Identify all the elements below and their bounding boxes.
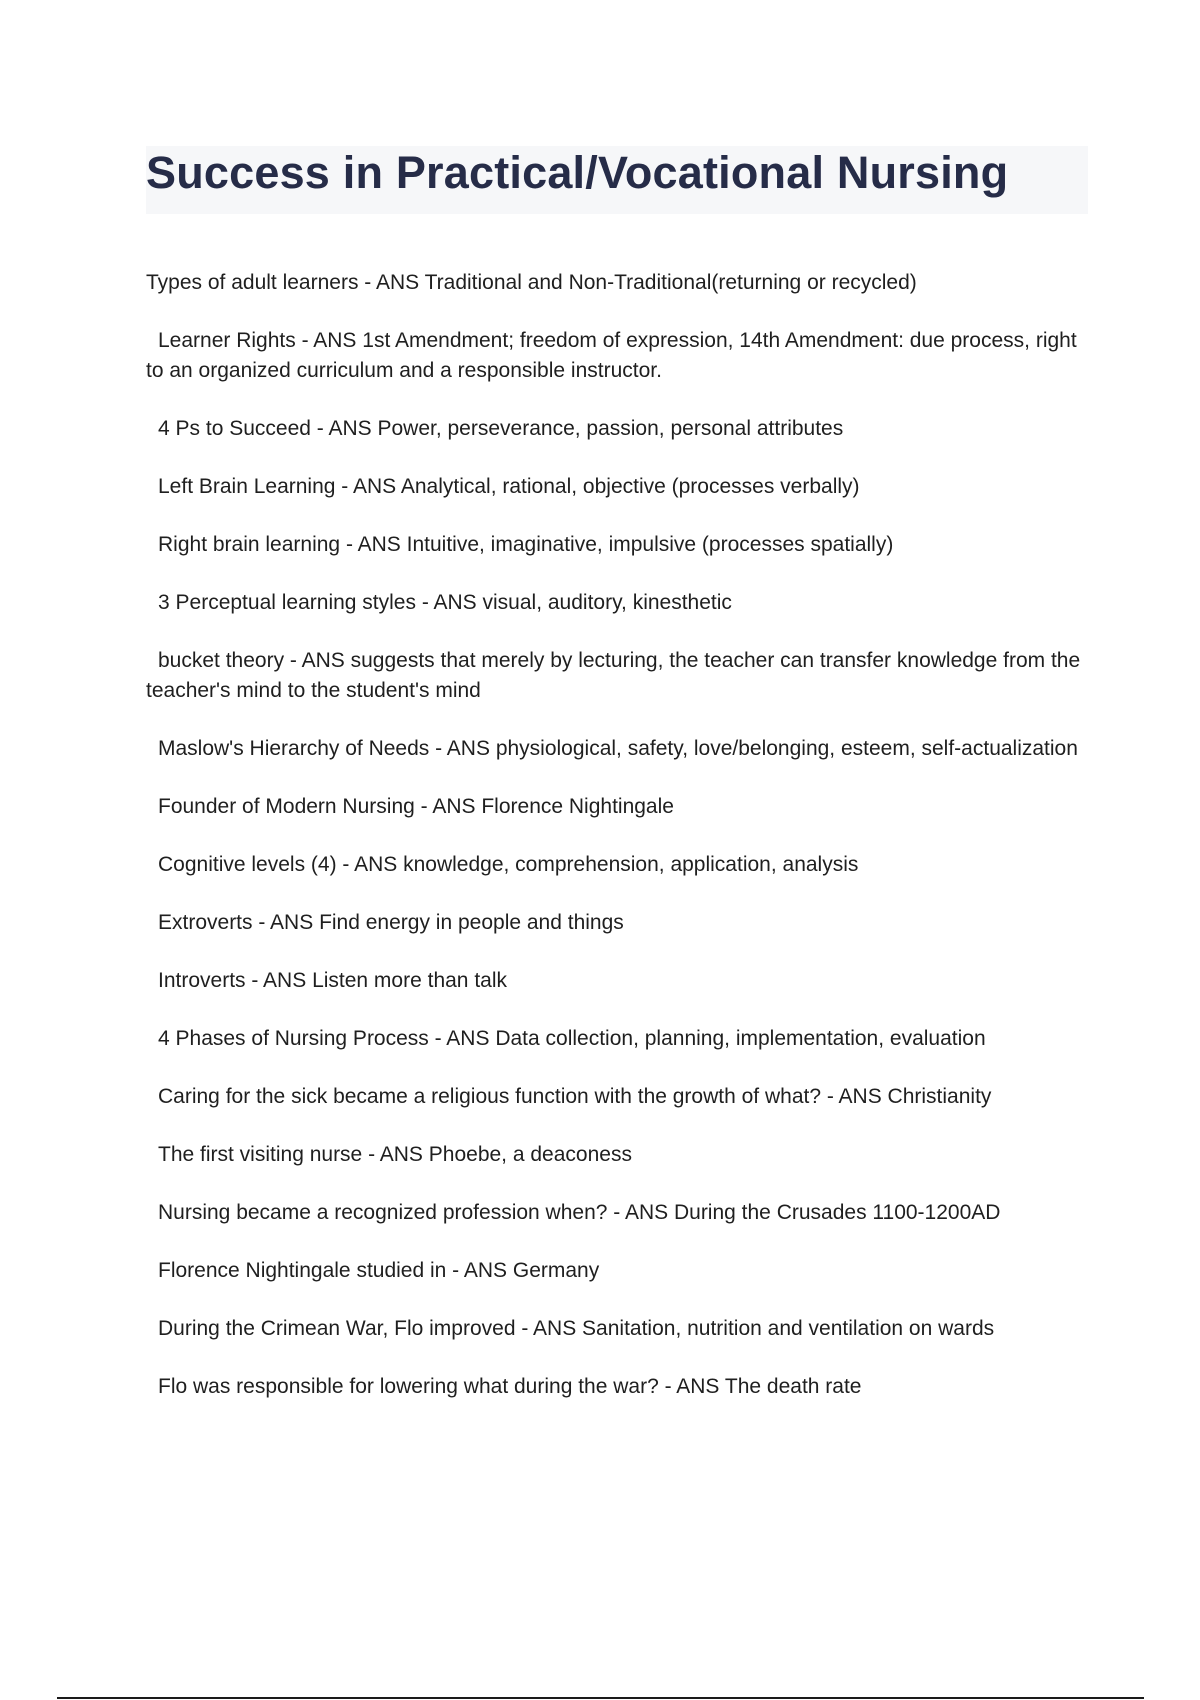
footer-divider	[57, 1697, 1144, 1699]
qa-separator: - ANS	[336, 853, 404, 876]
qa-item	[146, 1198, 1096, 1228]
qa-question: Cognitive levels (4)	[158, 853, 337, 876]
qa-separator: - ANS	[358, 271, 425, 294]
qa-answer: Data collection, planning, implementation, evaluation	[495, 1027, 986, 1050]
qa-answer: Analytical, rational, objective (processes verbally)	[400, 475, 860, 498]
qa-separator: - ANS	[607, 1201, 674, 1224]
qa-question: Right brain learning	[158, 533, 341, 556]
qa-answer: 1st Amendment; freedom of expression, 14th Amendment: due process, right to an organized curriculum and a responsible instructor.	[146, 329, 1077, 382]
qa-item	[146, 1314, 1096, 1344]
qa-answer: Listen more than talk	[312, 969, 507, 992]
qa-separator: - ANS	[446, 1259, 513, 1282]
qa-question: Caring for the sick became a religious function with the growth of what?	[158, 1085, 822, 1108]
qa-separator: - ANS	[310, 417, 378, 440]
qa-separator: - ANS	[340, 533, 407, 556]
qa-separator: - ANS	[252, 911, 320, 934]
qa-answer: physiological, safety, love/belonging, esteem, self-actualization	[495, 737, 1078, 760]
qa-question: Maslow's Hierarchy of Needs	[158, 737, 430, 760]
qa-item	[146, 414, 1096, 444]
qa-answer: Phoebe, a deaconess	[428, 1143, 632, 1166]
qa-separator: - ANS	[429, 737, 496, 760]
qa-separator: - ANS	[335, 475, 401, 498]
qa-question: The first visiting nurse	[158, 1143, 363, 1166]
qa-item	[146, 1024, 1096, 1054]
qa-item	[146, 1256, 1096, 1286]
qa-item	[146, 908, 1096, 938]
qa-question: Florence Nightingale studied in	[158, 1259, 447, 1282]
qa-answer: Germany	[512, 1259, 600, 1282]
qa-answer: Power, perseverance, passion, personal attributes	[377, 417, 844, 440]
qa-item	[146, 472, 1096, 502]
qa-question: Flo was responsible for lowering what during the war?	[158, 1375, 659, 1398]
qa-separator: - ANS	[295, 329, 363, 352]
qa-question: During the Crimean War, Flo improved	[158, 1317, 516, 1340]
qa-question: 4 Phases of Nursing Process	[158, 1027, 429, 1050]
qa-item	[146, 530, 1096, 560]
qa-separator: - ANS	[428, 1027, 496, 1050]
qa-item	[146, 966, 1096, 996]
qa-question: Introverts	[158, 969, 246, 992]
qa-answer: Intuitive, imaginative, impulsive (processes spatially)	[406, 533, 894, 556]
qa-item	[146, 734, 1096, 764]
qa-item	[146, 850, 1096, 880]
qa-question: Extroverts	[158, 911, 253, 934]
qa-answer: Christianity	[887, 1085, 992, 1108]
qa-question: bucket theory	[158, 649, 285, 672]
qa-question: Learner Rights	[158, 329, 296, 352]
qa-answer: The death rate	[724, 1375, 862, 1398]
qa-separator: - ANS	[245, 969, 313, 992]
qa-question: Types of adult learners	[146, 271, 359, 294]
qa-question: 3 Perceptual learning styles	[158, 591, 416, 614]
qa-separator: - ANS	[821, 1085, 888, 1108]
qa-item	[146, 646, 1096, 706]
qa-separator: - ANS	[515, 1317, 583, 1340]
qa-separator: - ANS	[362, 1143, 429, 1166]
qa-item	[146, 1082, 1096, 1112]
qa-answer: knowledge, comprehension, application, analysis	[403, 853, 859, 876]
qa-answer: Sanitation, nutrition and ventilation on wards	[582, 1317, 995, 1340]
page-title: Success in Practical/Vocational Nursing	[146, 147, 1009, 198]
qa-item	[146, 1372, 1096, 1402]
qa-question: 4 Ps to Succeed	[158, 417, 311, 440]
qa-item	[146, 326, 1096, 386]
qa-answer: suggests that merely by lecturing, the teacher can transfer knowledge from the teacher's mind to the student's mind	[146, 649, 1081, 702]
qa-item	[146, 1140, 1096, 1170]
qa-answer: Traditional and Non-Traditional(returning or recycled)	[424, 271, 917, 294]
qa-separator: - ANS	[414, 795, 482, 818]
qa-question: Left Brain Learning	[158, 475, 336, 498]
qa-list	[146, 268, 1096, 1430]
qa-question: Nursing became a recognized profession when?	[158, 1201, 608, 1224]
qa-answer: Florence Nightingale	[481, 795, 674, 818]
qa-separator: - ANS	[284, 649, 351, 672]
qa-answer: During the Crusades 1100-1200AD	[673, 1201, 1001, 1224]
qa-separator: - ANS	[658, 1375, 725, 1398]
qa-separator: - ANS	[415, 591, 483, 614]
qa-item	[146, 792, 1096, 822]
qa-question: Founder of Modern Nursing	[158, 795, 415, 818]
qa-answer: Find energy in people and things	[319, 911, 624, 934]
qa-item	[146, 588, 1096, 618]
qa-item	[146, 268, 1096, 298]
qa-answer: visual, auditory, kinesthetic	[482, 591, 732, 614]
